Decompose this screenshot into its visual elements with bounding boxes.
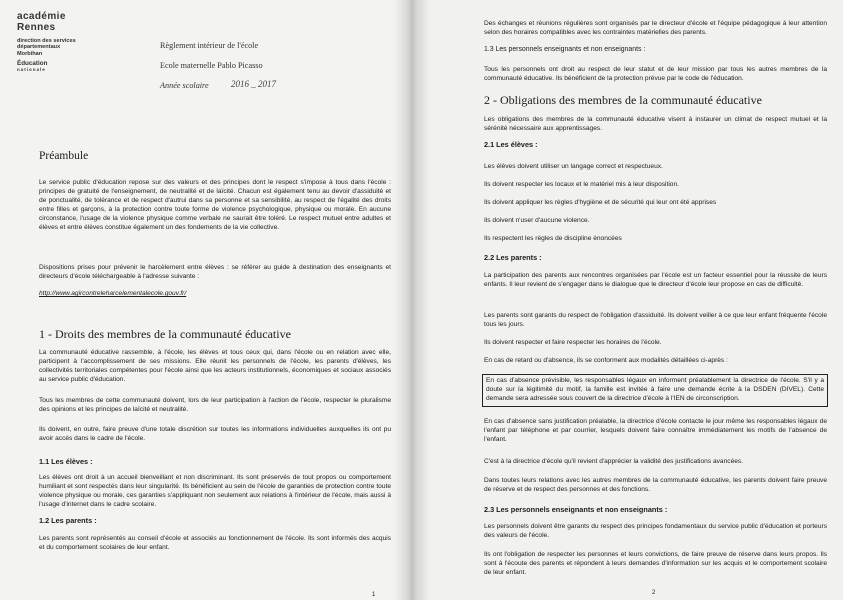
section-1-2-paragraph: Les parents sont représentés au conseil d'école et associés au fonctionnement de l'école. Ils sont informés des acquis et du comportement scolaires de leur enfant. [39, 535, 391, 551]
logo-ministry-1: Éducation [17, 59, 48, 67]
logo-ministry-2: nationale [17, 67, 46, 73]
section-1-2-title: 1.2 Les parents : [39, 516, 97, 525]
section-2-2-title: 2.2 Les parents : [484, 253, 542, 262]
section-2-2-paragraph-1: La participation des parents aux rencontres organisées par l'école est un facteur essentiel pour la réussite de leurs enfants. Il leur revient de s'engager dans le dialogue que le directeur d'école leur propose en cas de difficulté. [484, 272, 827, 288]
section-2-2-paragraph-7: Dans toutes leurs relations avec les autres membres de la communauté éducative, les parents doivent faire preuve de réserve et de respect des personnes et des fonctions. [484, 477, 827, 493]
school-year-label: Année scolaire [160, 81, 209, 90]
section-2-2-paragraph-3: Ils doivent respecter et faire respecter les horaires de l'école. [484, 339, 662, 346]
page-right [412, 0, 843, 600]
section-2-2-paragraph-6: C'est à la directrice d'école qu'il revient d'apprécier la validité des justifications avancées. [484, 458, 744, 465]
preamble-title: Préambule [39, 150, 89, 162]
doc-title: Règlement intérieur de l'école [160, 41, 259, 50]
logo-sub-2: départementaux [17, 44, 61, 51]
logo-sub-1: direction des services [17, 38, 76, 44]
section-2-3-paragraph-1: Les personnels doivent être garants du respect des principes fondamentaux du service public d'éducation et porteurs des valeurs de l'école. [484, 523, 827, 539]
section-1-3-title: 1.3 Les personnels enseignants et non enseignants : [484, 46, 646, 53]
logo-line-1: académie [17, 11, 66, 22]
pupil-rule-4: Ils doivent n'user d'aucune violence. [484, 217, 590, 224]
pupil-rule-5: Ils respectent les règles de discipline énoncées [484, 235, 622, 242]
harassment-guide-link[interactable]: http://www.agircontreleharcelementalecole.gouv.fr/ [39, 290, 187, 297]
logo-line-2: Rennes [17, 21, 56, 33]
absence-notice-box: En cas d'absence prévisible, les responsables légaux en informent préalablement la directrice de l'école. S'il y a doute sur la légitimité du motif, la famille est invitée à faire une demande écrite à la DSDEN (DIVEL). Cette demande sera adressée sous couvert de la directrice d'école à l'IEN de circonscription. [482, 374, 828, 407]
section-1-3-paragraph: Tous les personnels ont droit au respect de leur statut et de leur mission par tous les autres membres de la communauté éducative. Ils bénéficient de la protection prévue par le code de l'éducation. [484, 66, 827, 82]
section-2-2-paragraph-5: En cas d'absence sans justification préalable, la directrice d'école contacte le jour même les responsables légaux de l'enfant par téléphone et par courrier, lesquels doivent faire connaître immédiatement les motifs de l'absence de l'enfant. [484, 418, 827, 443]
page-number-right: 2 [652, 590, 656, 596]
section-2-2-paragraph-2: Les parents sont garants du respect de l'obligation d'assiduité. Ils doivent veiller à ce que leur enfant fréquente l'école tous les jours. [484, 312, 827, 328]
section-2-3-paragraph-2: Ils ont l'obligation de respecter les personnes et leurs convictions, de faire preuve de réserve dans leurs propos. Ils sont à l'écoute des parents et répondent à leurs demandes d'information sur les acquis et le comportement scolaire de leur enfant. [484, 551, 827, 576]
section-2-1-title: 2.1 Les élèves : [484, 140, 538, 149]
pupil-rule-1: Les élèves doivent utiliser un langage correct et respectueux. [484, 163, 663, 170]
logo-sub-3: Morbihan [17, 50, 43, 57]
section-2-3-title: 2.3 Les personnels enseignants et non enseignants : [484, 505, 668, 514]
page-left [0, 0, 412, 600]
section-2-title: 2 - Obligations des membres de la communauté éducative [484, 93, 762, 107]
school-year-handwritten: 2016 _ 2017 [231, 79, 276, 89]
pupil-rule-2: Ils doivent respecter les locaux et le matériel mis à leur disposition. [484, 181, 679, 188]
page-number-left: 1 [372, 592, 376, 598]
pupil-rule-3: Ils doivent appliquer les règles d'hygiène et de sécurité qui leur ont été apprises [484, 199, 717, 206]
section-1-1-paragraph: Les élèves ont droit à un accueil bienveillant et non discriminant. Ils sont préservés de tout propos ou comportement humiliant et sont respectés dans leur singularité. Ils bénéficient au sein de l'école de garanties de protection contre toute violence physique ou morale, ces garanties s'appliquant non seulement aux relations à l'intérieur de l'école, mais aussi à l'usage d'internet dans le cadre scolaire. [39, 474, 391, 508]
section-1-paragraph-3: Ils doivent, en outre, faire preuve d'une totale discrétion sur toutes les informations individuelles auxquelles ils ont pu avoir accès dans le cadre de l'école. [39, 426, 391, 442]
section-2-2-paragraph-4: En cas de retard ou d'absence, ils se conforment aux modalités détaillées ci-après : [484, 357, 728, 364]
section-1-paragraph-1: La communauté éducative rassemble, à l'école, les élèves et tous ceux qui, dans l'école ou en relation avec elle, participent à l'accomplissement de ses missions. Elle réunit les personnels de l'école, les parents d'élèves, les collectivités territoriales compétentes pour l'école ainsi que les acteurs institutionnels, économiques et sociaux associés au service public d'éducation. [39, 349, 391, 383]
school-name: Ecole maternelle Pablo Picasso [160, 61, 263, 70]
section-2-paragraph: Les obligations des membres de la communauté éducative visent à instaurer un climat de respect mutuel et la sérénité nécessaire aux apprentissages. [484, 116, 827, 132]
preamble-paragraph-2: Dispositions prises pour prévenir le harcèlement entre élèves : se référer au guide à destination des enseignants et directeurs d'école téléchargeable à l'adresse suivante : [39, 264, 391, 280]
academie-logo [17, 12, 87, 73]
section-1-1-title: 1.1 Les élèves : [39, 457, 93, 466]
book-gutter-shadow [394, 0, 430, 600]
preamble-paragraph-1: Le service public d'éducation repose sur des valeurs et des principes dont le respect s'impose à tous dans l'école : principes de gratuité de l'enseignement, de neutralité et de laïcité. Chacun est également tenu au devoir d'assiduité et de ponctualité, de tolérance et de respect d'autrui dans sa personne et sa sensibilité, au respect de l'égalité des droits entre filles et garçons, à la protection contre toute forme de violence psychologique, physique ou morale. En aucune circonstance, l'usage de la violence physique comme verbale ne saurait être toléré. Le respect mutuel entre adultes et élèves et entre élèves constitue également un des fondements de la vie collective. [39, 179, 391, 231]
parents-meetings-paragraph: Des échanges et réunions régulières sont organisés par le directeur d'école et l'équipe pédagogique à leur attention selon des horaires compatibles avec les contraintes matérielles des parents. [484, 20, 827, 36]
section-1-paragraph-2: Tous les membres de cette communauté doivent, lors de leur participation à l'action de l'école, respecter le pluralisme des opinions et les principes de laïcité et neutralité. [39, 397, 391, 413]
section-1-title: 1 - Droits des membres de la communauté éducative [39, 327, 291, 341]
